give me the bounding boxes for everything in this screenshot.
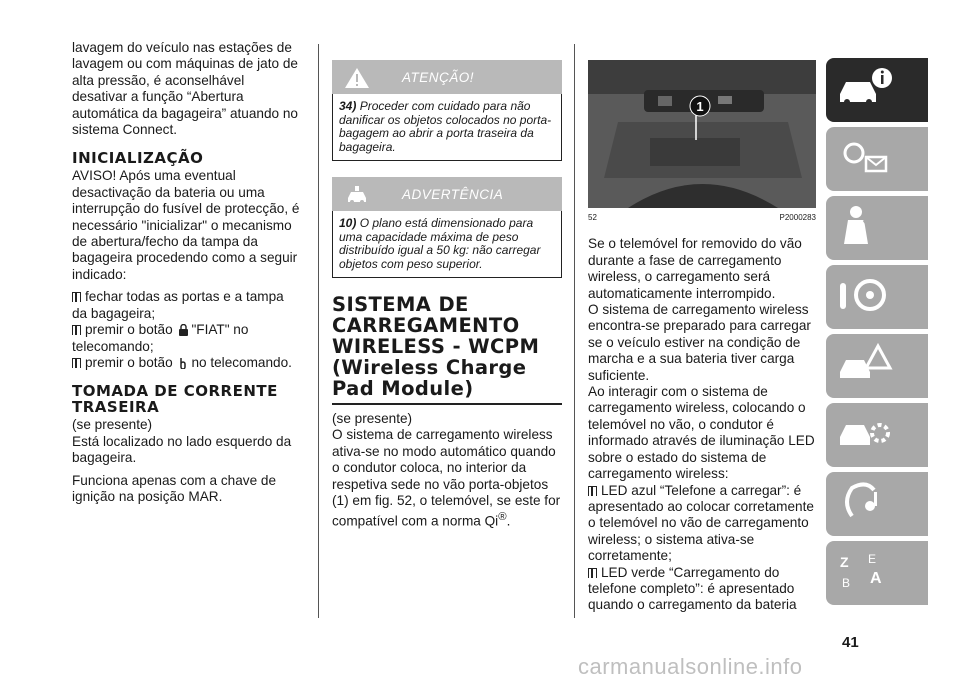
bullet-icon (72, 292, 81, 302)
advertencia-title: ADVERTÊNCIA (402, 187, 504, 202)
lock-icon (178, 324, 189, 336)
maintenance-icon (834, 407, 894, 457)
tab-car-info[interactable] (826, 58, 928, 122)
atencao-body (332, 94, 562, 161)
driving-icon (834, 269, 894, 319)
multimedia-icon (834, 476, 894, 526)
bullet-text: premir o botão (85, 354, 173, 370)
tab-multimedia[interactable] (826, 472, 928, 536)
section-tabs (826, 58, 928, 610)
figure-photo (588, 60, 816, 208)
watermark: carmanualsonline.info (578, 654, 803, 679)
bullet-text: no telecomando. (191, 354, 292, 370)
left-column (72, 40, 300, 511)
intro-paragraph: lavagem do veículo nas estações de lavagem ou com máquinas de jato de alta pressão, é aconselhável desativar a função “Abertura automática da bagageira” atuando no sistema Connect. (72, 40, 298, 138)
note-number: 10) (339, 216, 357, 230)
tab-emergency[interactable] (826, 334, 928, 398)
sistema-text: O sistema de carregamento wireless ativa-se no modo automático quando o condutor coloca, no interior da respetiva sede no vão porta-objetos (1) em fig. 52, o telemóvel, se este for compatível com a norma Qi (332, 427, 561, 529)
bullet-text: "FIAT" no telecomando; (72, 322, 249, 354)
bullet-text: premir o botão (85, 322, 173, 338)
bullet-item (72, 322, 300, 355)
atencao-title: ATENÇÃO! (402, 70, 475, 85)
bullet-item (588, 483, 816, 565)
figure-number: 52 (588, 213, 597, 222)
car-service-icon (344, 184, 370, 206)
bullet-text: LED verde “Carregamento do telefone completo”: é apresentado quando o carregamento da bateria (588, 564, 797, 613)
heading-sistema-carregamento: SISTEMA DE CARREGAMENTO WIRELESS - WCPM (Wireless Charge Pad Module) (332, 294, 562, 405)
figure-callout-number: 1 (696, 99, 704, 114)
tomada-operation: Funciona apenas com a chave de ignição na posição MAR. (72, 472, 277, 504)
bullet-text: fechar todas as portas e a tampa da bagageira; (72, 289, 284, 321)
warning-triangle-icon (344, 67, 370, 89)
bullet-item (72, 289, 300, 322)
tab-index[interactable] (826, 541, 928, 605)
paragraph-2: O sistema de carregamento wireless encontra-se preparado para carregar se o veículo estiver na condição de marcha e a sua bateria tiver carga suficiente. (588, 302, 811, 383)
emergency-icon (834, 338, 894, 388)
bullet-text: LED azul “Telefone a carregar”: é apresentado ao colocar corretamente o telemóvel no vão de carregamento wireless; o sistema ativa-se corretamente; (588, 482, 814, 564)
tab-maintenance[interactable] (826, 403, 928, 467)
charging-pad-illustration (588, 60, 816, 208)
sistema-presence: (se presente) (332, 411, 413, 426)
index-icon (834, 545, 894, 595)
bullet-icon (72, 325, 81, 335)
warning-lights-icon (834, 131, 894, 181)
tomada-presence: (se presente) (72, 417, 153, 433)
figure-caption (588, 210, 816, 226)
middle-column (332, 60, 562, 536)
svg-text:E: E (868, 552, 877, 566)
trunk-button-icon (178, 357, 189, 369)
page-number: 41 (842, 634, 859, 651)
advertencia-header (332, 177, 562, 211)
bullet-item (72, 355, 300, 371)
safety-icon (834, 200, 894, 250)
aviso-paragraph: AVISO! Após uma eventual desactivação da bateria ou uma interrupção do fusível de protecção, é necessário "inicializar" o mecanismo de abertura/fecho da tampa da bagageira procedendo como a seguir indicado: (72, 168, 300, 282)
svg-text:A: A (870, 570, 882, 587)
tab-safety[interactable] (826, 196, 928, 260)
advertencia-body (332, 211, 562, 278)
svg-text:Z: Z (840, 554, 849, 570)
heading-tomada: TOMADA DE CORRENTE TRASEIRA (72, 382, 278, 417)
bullet-icon (588, 486, 597, 496)
bullet-icon (72, 358, 81, 368)
svg-text:B: B (842, 576, 851, 590)
column-divider (574, 44, 575, 618)
car-info-icon (834, 62, 894, 112)
note-number: 34) (339, 99, 357, 113)
paragraph-3: Ao interagir com o sistema de carregamento wireless, colocando o telemóvel no vão, o condutor é informado através de iluminação LED sobre o estado do sistema de carregamento wireless: (588, 384, 815, 482)
figure-code: P2000283 (779, 213, 816, 222)
sistema-text-end: . (506, 513, 511, 529)
tab-warning-lights[interactable] (826, 127, 928, 191)
advertencia-text: O plano está dimensionado para uma capacidade máxima de peso distribuído igual a 50 kg: não carregar objetos com peso superior. (339, 216, 541, 271)
atencao-text: Proceder com cuidado para não danificar os objetos colocados no porta-bagagem ao abrir a porta traseira da bagageira. (339, 99, 552, 154)
paragraph-1: Se o telemóvel for removido do vão durante a fase de carregamento wireless, o carregamento será automaticamente interrompido. (588, 236, 802, 301)
heading-inicializacao: INICIALIZAÇÃO (72, 149, 204, 168)
tab-driving[interactable] (826, 265, 928, 329)
bullet-icon (588, 568, 597, 578)
sistema-paragraph (332, 427, 562, 530)
atencao-header (332, 60, 562, 94)
tomada-location: Está localizado no lado esquerdo da bagageira. (72, 433, 292, 466)
registered-mark: ® (498, 511, 507, 524)
right-column (588, 60, 816, 614)
bullet-item (588, 565, 816, 614)
column-divider (318, 44, 319, 618)
